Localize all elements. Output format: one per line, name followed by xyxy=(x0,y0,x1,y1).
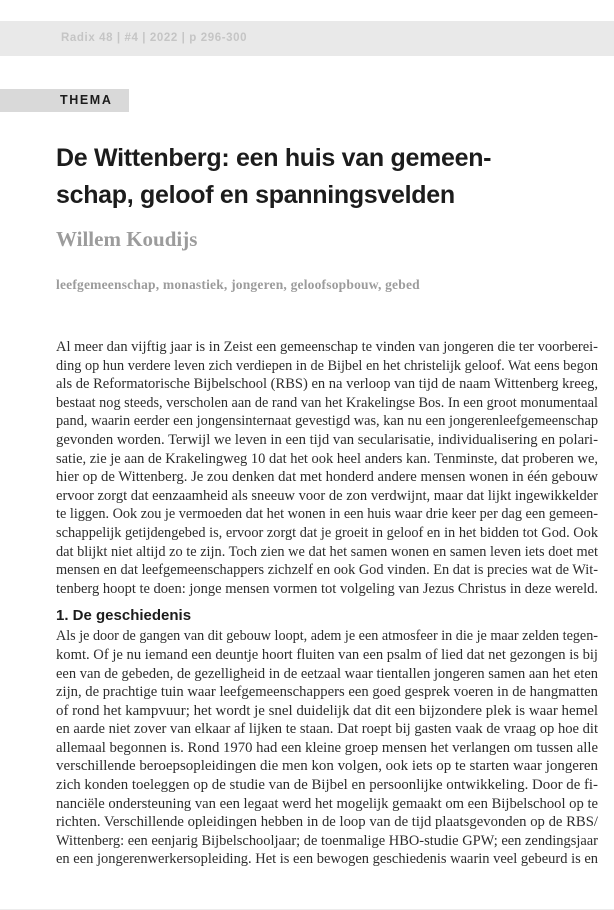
section-heading-geschiedenis: 1. De geschiedenis xyxy=(56,607,192,625)
intro-paragraph: Al meer dan vijftig jaar is in Zeist een gemeenschap te vinden van jongeren die ter voorberei- ding op hun verdere leven zich verdiepen in de Bijbel en het christelijk geloof. Wat eens begon als de Reformatorische Bijbelschool (RBS) en na verloop van tijd de naam Wittenberg kreeg, bestaat nog steeds, verscholen aan de rand van het Krakelingse Bos. In een groot monumentaal pand, waarin eerder een jongensinternaat gevestigd was, kan nu een jongerenleefgemeenschap gevonden worden. Terwijl we leven in een tijd van secularisatie, individualisering en polari- satie, zie je aan de Krakelingweg 10 dat het ook heel anders kan. Tenminste, dat proberen we, hier op de Wittenberg. Je zou denken dat met honderd andere mensen wonen in één gebouw ervoor zorgt dat eenzaamheid als sneeuw voor de zon verdwijnt, maar dat lijkt ingewikkelder te liggen. Ook zou je vermoeden dat het wonen in een huis waar drie keer per dag een gemeen- schappelijk getijdengebed is, ervoor zorgt dat je groeit in geloof en in het bidden tot God. Ook dat blijkt niet altijd zo te zijn. Toch zien we dat het samen wonen en samen leven iets doet met mensen en dat leefgemeenschappers zichzelf en ook God vinden. En dat is precies wat de Wit- tenberg hoopt te doen: jonge mensen vormen tot volgeling van Jezus Christus in deze wereld. xyxy=(56,339,598,597)
thema-label: THEMA xyxy=(60,93,113,107)
journal-citation: Radix 48 | #4 | 2022 | p 296-300 xyxy=(61,32,248,44)
author-name: Willem Koudijs xyxy=(56,227,198,251)
keywords-line: leefgemeenschap, monastiek, jongeren, geloofsopbouw, gebed xyxy=(56,277,420,292)
section-paragraph-geschiedenis: Als je door de gangen van dit gebouw loopt, adem je een atmosfeer in die je maar zelden tegen- komt. Of je nu iemand een deuntje hoort fluiten van een psalm of lied dat net gezongen is bij een van de gebeden, de gezelligheid in de eetzaal waar tientallen jongeren samen aan het eten zijn, de prachtige tuin waar leefgemeenschappers een goed gesprek voeren in de hangmatten of rond het kampvuur; het wordt je snel duidelijk dat dit een bijzondere plek is waar hemel en aarde niet zover van elkaar af lijken te staan. Dat roept bij gasten vaak de vraag op hoe dit allemaal begonnen is. Rond 1970 had een kleine groep mensen het verlangen om tussen alle verschillende beroepsopleidingen die men kon volgen, ook iets op te starten waar jongeren zich konden toeleggen op de studie van de Bijbel en persoonlijke ontwikkeling. Door de fi- nanciële ondersteuning van een legaat werd het mogelijk gemaakt om een Bijbelschool op te richten. Verschillende opleidingen hebben in de loop van de tijd plaatsgevonden op de RBS/ Wittenberg: een eenjarig Bijbelschooljaar; de toenmalige HBO-studie GPW; een zendingsjaar en een jongerenwerkersopleiding. Het is een bewogen geschiedenis waarin veel gebeurd is en xyxy=(56,628,598,868)
article-title: De Wittenberg: een huis van gemeen- schap, geloof en spanningsvelden xyxy=(56,144,492,209)
article-content xyxy=(56,0,598,869)
